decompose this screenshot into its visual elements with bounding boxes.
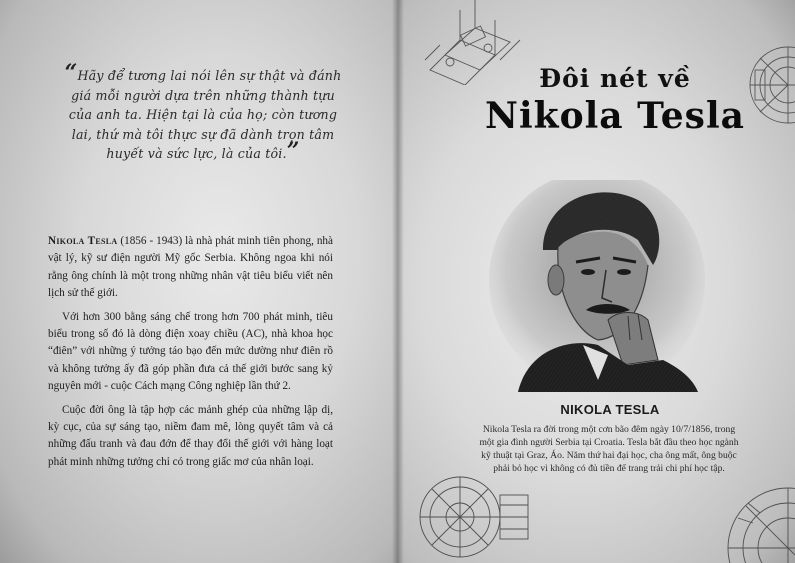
bio-paragraph-1-text: (1856 - 1943) là nhà phát minh tiên phong, nhà vật lý, kỹ sư điện người Mỹ gốc Serbia. Không ngoa khi nói rằng ông chính là một trong những nhân vật tiêu biểu viết nên lịch sử thế giới.	[48, 235, 333, 300]
bio-paragraph-2: Với hơn 300 bằng sáng chế trong hơn 700 phát minh, tiêu biểu trong số đó là dòng điện xoay chiều (AC), nhà khoa học “điên” với những ý tưởng táo bạo đến mức dường như điên rồ và không tưởng ấy đã góp phần đưa cả thế giới bước sang kỷ nguyên mới - cuộc Cách mạng Công nghiệp lần thứ 2.	[48, 310, 333, 393]
title-line-2: Nikola Tesla	[485, 95, 745, 137]
tesla-quote	[58, 60, 348, 164]
title-block	[470, 64, 760, 138]
biography-text	[48, 233, 333, 477]
bio-paragraph-3: Cuộc đời ông là tập hợp các mảnh ghép của những lập dị, kỳ cục, của sự sáng tạo, niềm đam mê, lòng quyết tâm và cả những đấu tranh và đau đớn để thay đổi thế giới với hàng loạt phát minh những tưởng chỉ có trong giấc mơ của nhân loại.	[48, 403, 333, 468]
open-quote-mark: “	[64, 60, 78, 86]
tesla-portrait-icon	[488, 180, 706, 392]
caption-name: NIKOLA TESLA	[560, 402, 660, 417]
bio-lead-name: Nikola Tesla	[48, 235, 118, 247]
caption-text: Nikola Tesla ra đời trong một cơn bão đêm ngày 10/7/1856, trong một gia đình người Serbia tại Croatia. Tesla bắt đầu theo học ngành kỹ thuật tại Graz, Áo. Năm thứ hai đại học, cha ông mất, ông buộc phải bỏ học vì không có đủ tiền để trang trải chi phí học tập.	[479, 424, 739, 474]
quote-text: Hãy để tương lai nói lên sự thật và đánh giá mỗi người dựa trên những thành tựu của anh ta. Hiện tại là của họ; còn tương lai, thứ mà tôi thực sự đã dành trọn tâm huyết và sức lực, là của tôi.	[68, 68, 342, 161]
bio-paragraph-1	[48, 233, 333, 303]
close-quote-mark: ”	[286, 138, 300, 164]
title-line-1: Đôi nét về	[539, 64, 691, 93]
